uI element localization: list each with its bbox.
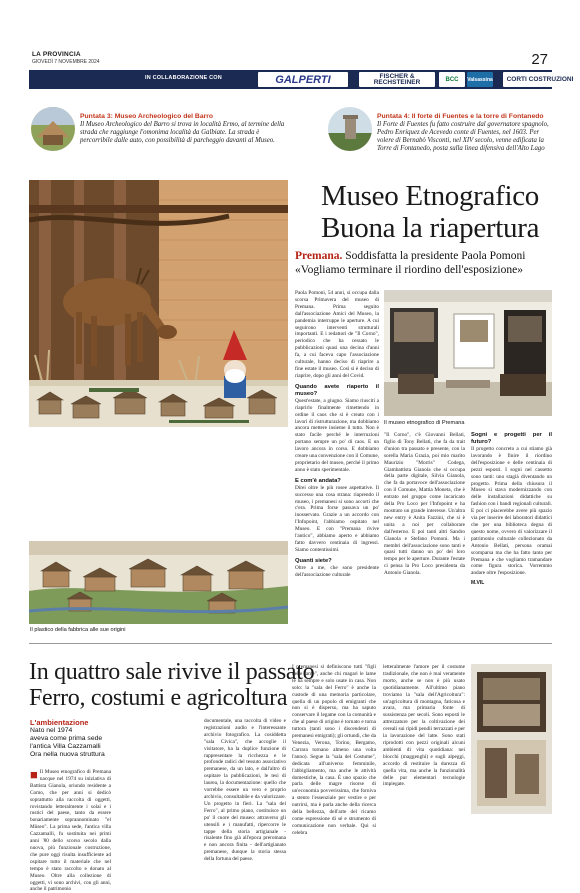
second-article-col2: documentale, una raccolta di video e registrazioni audio e l'interessante archivio fotografico. La cosiddetta "sala Civica", che accoglie il visitatore, ha la duplice funzione di rappresentare la ricchezza e le profonde radici del tessuto associativo premanese, da un lato, e dall'altro di ospitare la pubblicazioni, le tesi di laurea, la documentazione: quello che vorrebbe essere un vero e proprio archivio, consultabile e da valorizzare. Un progetto in fieri. La "sala del Ferro", al primo piano, costituisce un po' il cuore del museo: attraverso gli utensili e i manufatti, ripercorre le tappe della storia artigianale - risalente fino già all'epoca preromana e non ancora finita - dell'artigianato premanese, dunque la storia stessa della fortuna del paese. bbox=[204, 718, 286, 863]
photo-museum-interior bbox=[384, 290, 552, 416]
newspaper-name: LA PROVINCIA bbox=[32, 51, 81, 58]
fischer-logo: FISCHER & RECHSTEINER bbox=[359, 72, 435, 87]
teaser-heading-fuentes[interactable]: Puntata 4: Il forte di Fuentes e la torre di Fontanedo bbox=[377, 113, 544, 120]
main-article-col3-text: Il progetto concreto a cui stiamo già lavorando è finire il riordino dell'esposizione e delle centinaia di pezzi esposti. I sogni nel cassetto sono tanti: uno stagià diventando un progetto. Prima della chiusura il Museo si stava modernizzando con delle installazioni didattiche su fashion con i bandi regionali culturali. E poi ci piacerebbe avere più spazio via per inserire dei laboratori didattici che per una biblioteca degna di questo nome, ovvero di valorizzare il patrimonio culturale collezionato da Antonio Bellati, persona oramai scomparsa ma che ha fatto tanto per Premana e che vogliamo tramandare come figura storica. Vorremmo andare oltre l'esposizione. bbox=[471, 446, 552, 577]
subtitle-place: Premana. bbox=[295, 250, 343, 262]
photo-factory-model bbox=[29, 541, 288, 624]
main-article-col2: "Il Corno", c'è Giovanni Bellati, figlio di Tony Bellati, che fa da trait d'union tra passato e presente, con la sorella Maria Grazia, poi mio marito Maurizio "Morris" Codega, Giambattista Gianola che si occupa della parte digitale, Silvia Gianola, che fa da portavoce dell'associazione con il Comune, Mattia Moneta, che è entrato nel gruppo come incaricato della Pro Loco per l'Infopoint e ha mostrato un grande interesse. Un'altra new entry è Anita Fazzini, che si è unita a noi per collaborare dall'esterno. E poi tanti altri Sandro Gianola e Stefano Pomoni. Ma i membri dell'associazione sono tanti e quasi tutti danno un po' del loro tempo per le aperture. Durante l'estate ci pensa la Pro Loco presidenta da Antonio Gianola. bbox=[384, 432, 465, 577]
teaser-image-barro[interactable] bbox=[31, 107, 75, 151]
main-headline-line2: Buona la riapertura bbox=[321, 212, 540, 244]
main-article-p3: Direi oltre le più rosee aspettative. Il successo una cosa strana: riaprendo il museo, i premanesi si sono accorti che c'era. Prima forse passava un po' inosservato. Grazie a un accordo con l'Infopoint, l'abbiamo ospitato nel Museo. E con "Premana rivive l'antico", abbiamo aperto e abbiamo fatto davvero centinaia di ingressi. Siamo contentissimi. bbox=[295, 484, 379, 553]
masthead bbox=[32, 51, 548, 71]
bcc-logo: BCC bbox=[439, 72, 465, 87]
kicker-line-1: Nato nel 1974 bbox=[30, 727, 73, 734]
galperti-logo: GALPERTI bbox=[258, 72, 348, 87]
second-kicker bbox=[30, 718, 110, 759]
page-number: 27 bbox=[531, 51, 548, 68]
main-article-p1: Paola Pomoni, 54 anni, si occupa dalla scorsa Primavera del museo di Premana. Prima seguito dall'associazione Amici del Museo, la pandemia interruppe le aperture. A cui seguirono interventi strutturali importanti. E i redattori de "Il Corno", periodico che ha cessato le pubblicazioni quasi una decina d'anni fa, a cui faceva capo l'associazione culturale, hanno deciso di riaprire a fine estate il museo. Così si è deciso di riaprire, dopo gli anni del Covid. bbox=[295, 290, 379, 379]
photo-museum-diorama bbox=[29, 180, 288, 427]
second-article-col3: I premanesi si definiscono tutti "figli delle lame", anche chi magari le lame le ha sempre e solo usate in casa. Non solo: la "sala del Ferro" è anche la custode di una memoria particolare, quella di un popolo di emigranti che non si è disperso, ma ha saputo conservare il legame con la comunità e che al paese di origine è tornato e torna tuttora (tanti sono i discendenti di premanesi emigrati); gli ortundi, che da Venezia, Verona, Torino, Bergamo, Carrara tornano almeno una volta l'anno). Segue la "sala del Costume", dedicata all'universo femminile, l'abbigliamento, ma anche le attività domestiche, la casa. È uno spazio che parla delle magre risorse di un'economia povverissima, che forniva a stento l'essenziale per vestire e per nutrirsi, ma è parla anche della ricerca della bellezza, dell'arte del ricamo come espressione di sé e strumento di comunicazione non verbale. Qui si celebra bbox=[292, 664, 376, 836]
second-article-col1-text: Il Museo etnografico di Premana nacque nel 1974 su iniziativa di Battista Gianola, oriundo residente a Como, che per anni si dedicò soprattutto alla raccolta di oggetti, rovistando letteralmente i solai e i rustici del paese, tanto da essere bonariamente soprannominato "el Müseo". La prima sede, l'antica villa Cazzamalli, fu sostituita nei primi anni '80 dello scorso secolo dalla nuova, più funzionale costruzione, che pure oggi risulta insufficiente ad ospitare tutto il materiale che nel tempo è stato raccolto e donato al Museo. Oltre alla collezione di oggetti, vi sono archivi, con gli anni, anche il patrimonio bbox=[30, 769, 111, 893]
second-article-col1 bbox=[30, 769, 111, 893]
second-headline-line1: In quattro sale rivive il passato bbox=[29, 659, 315, 685]
teaser-text-fuentes: Il Forte di Fuentes fu fatto costruire dal governatore spagnolo, Pedro Enríquez de Acevedo conte di Fuentes, nel 1603. Per volere di Bernabò Visconti, nel XIV secolo, venne edificata la Torre di Fontanedo, posta sulla linea difensiva dell'Alto Lago bbox=[377, 121, 549, 152]
kicker-line-3: l'antica Villa Cazzamalli bbox=[30, 743, 101, 750]
kicker-line-4: Ora nella nuova struttura bbox=[30, 751, 105, 758]
main-headline bbox=[321, 180, 551, 244]
question-3: Quanti siete? bbox=[295, 557, 332, 564]
main-article-col3 bbox=[471, 432, 552, 587]
question-1: Quando avete riaperto il museo? bbox=[295, 383, 379, 397]
photo-second-article bbox=[471, 664, 552, 814]
kicker-title: L'ambientazione bbox=[30, 718, 89, 727]
photo-caption-interior: Il museo etnografico di Premana bbox=[384, 420, 465, 426]
main-article-p2: Quest'estate, a giugno. Siamo riusciti a riaprirlo finalmente rimettendo in ordine il caos che si è creato con i lavori di ristrutturazione, ma dobbiamo ancora mettere insieme il tutto. Non è stato facile perché le interruzioni portano sempre un po' di caos. E un lavoro ancora in corso. E dobbiamo creare una convenzione con il Comune, proprietario del museo, perché il primo anno è stato sperimentale. bbox=[295, 397, 379, 473]
question-4: Sogni e progetti per il futuro? bbox=[471, 432, 552, 445]
second-article-col4: letteralmente l'amore per il costume tradizionale, che non è mai veramente morto, anche se non è più usato quotidianamente. All'ultimo piano troviamo la "sala dell'Agricoltura": un'agricoltura di montagna, faticosa e avara, ma primaria fonte di sussistenza per secoli. Sono esposti le attrezzature per la coltivazione dei cereali sui ripidi pendii terrazzati e per la lavorazione del latte. Sono stati riprodotti con pezzi originali alcuni ambienti di vita quotidiana: nei blocchi (maggenghi) e sugli alpeggi, accordo di restituire la durezza di quella vita, ma anche la funzionalità delle pur elementari tecnologie impiegate. bbox=[383, 664, 465, 788]
main-article-p4: Oltre a me, che sono presidente dell'associazione culturale bbox=[295, 564, 379, 578]
section-divider bbox=[29, 643, 552, 644]
sponsor-label: IN COLLABORAZIONE CON bbox=[145, 75, 222, 81]
main-headline-line1: Museo Etnografico bbox=[321, 180, 539, 212]
teaser-image-fuentes[interactable] bbox=[328, 107, 372, 151]
teaser-heading-barro[interactable]: Puntata 3: Museo Archeologico del Barro bbox=[80, 113, 214, 120]
issue-date: GIOVEDÌ 7 NOVEMBRE 2024 bbox=[32, 59, 100, 65]
main-subtitle bbox=[295, 249, 552, 277]
subtitle-part1: Soddisfatta la presidente Paola Pomoni bbox=[345, 250, 526, 262]
corti-logo: CORTI COSTRUZIONI bbox=[503, 72, 577, 87]
sponsor-bar bbox=[29, 70, 574, 89]
valsassina-logo: Valsassina bbox=[467, 72, 493, 87]
question-2: E com'è andata? bbox=[295, 477, 341, 484]
subtitle-part2: «Vogliamo terminare il riordino dell'esposizione» bbox=[295, 264, 523, 276]
second-headline-line2: Ferro, costumi e agricoltura bbox=[29, 685, 288, 711]
main-article-col1 bbox=[295, 290, 379, 579]
byline: M.VIL bbox=[471, 580, 485, 587]
teaser-text-barro: Il Museo Archeologico del Barro si trova in località Ermo, al termine della strada che raggiunge l'omonima località da Galbiate. La strada è percorribile dalle auto, con possibilità di parcheggio davanti al Museo. bbox=[80, 121, 285, 144]
photo-caption-model: Il plastico della fabbrica alle sue origini bbox=[30, 627, 126, 633]
drop-cap-marker: ■ bbox=[30, 767, 38, 782]
kicker-line-2: aveva come prima sede bbox=[30, 735, 103, 742]
